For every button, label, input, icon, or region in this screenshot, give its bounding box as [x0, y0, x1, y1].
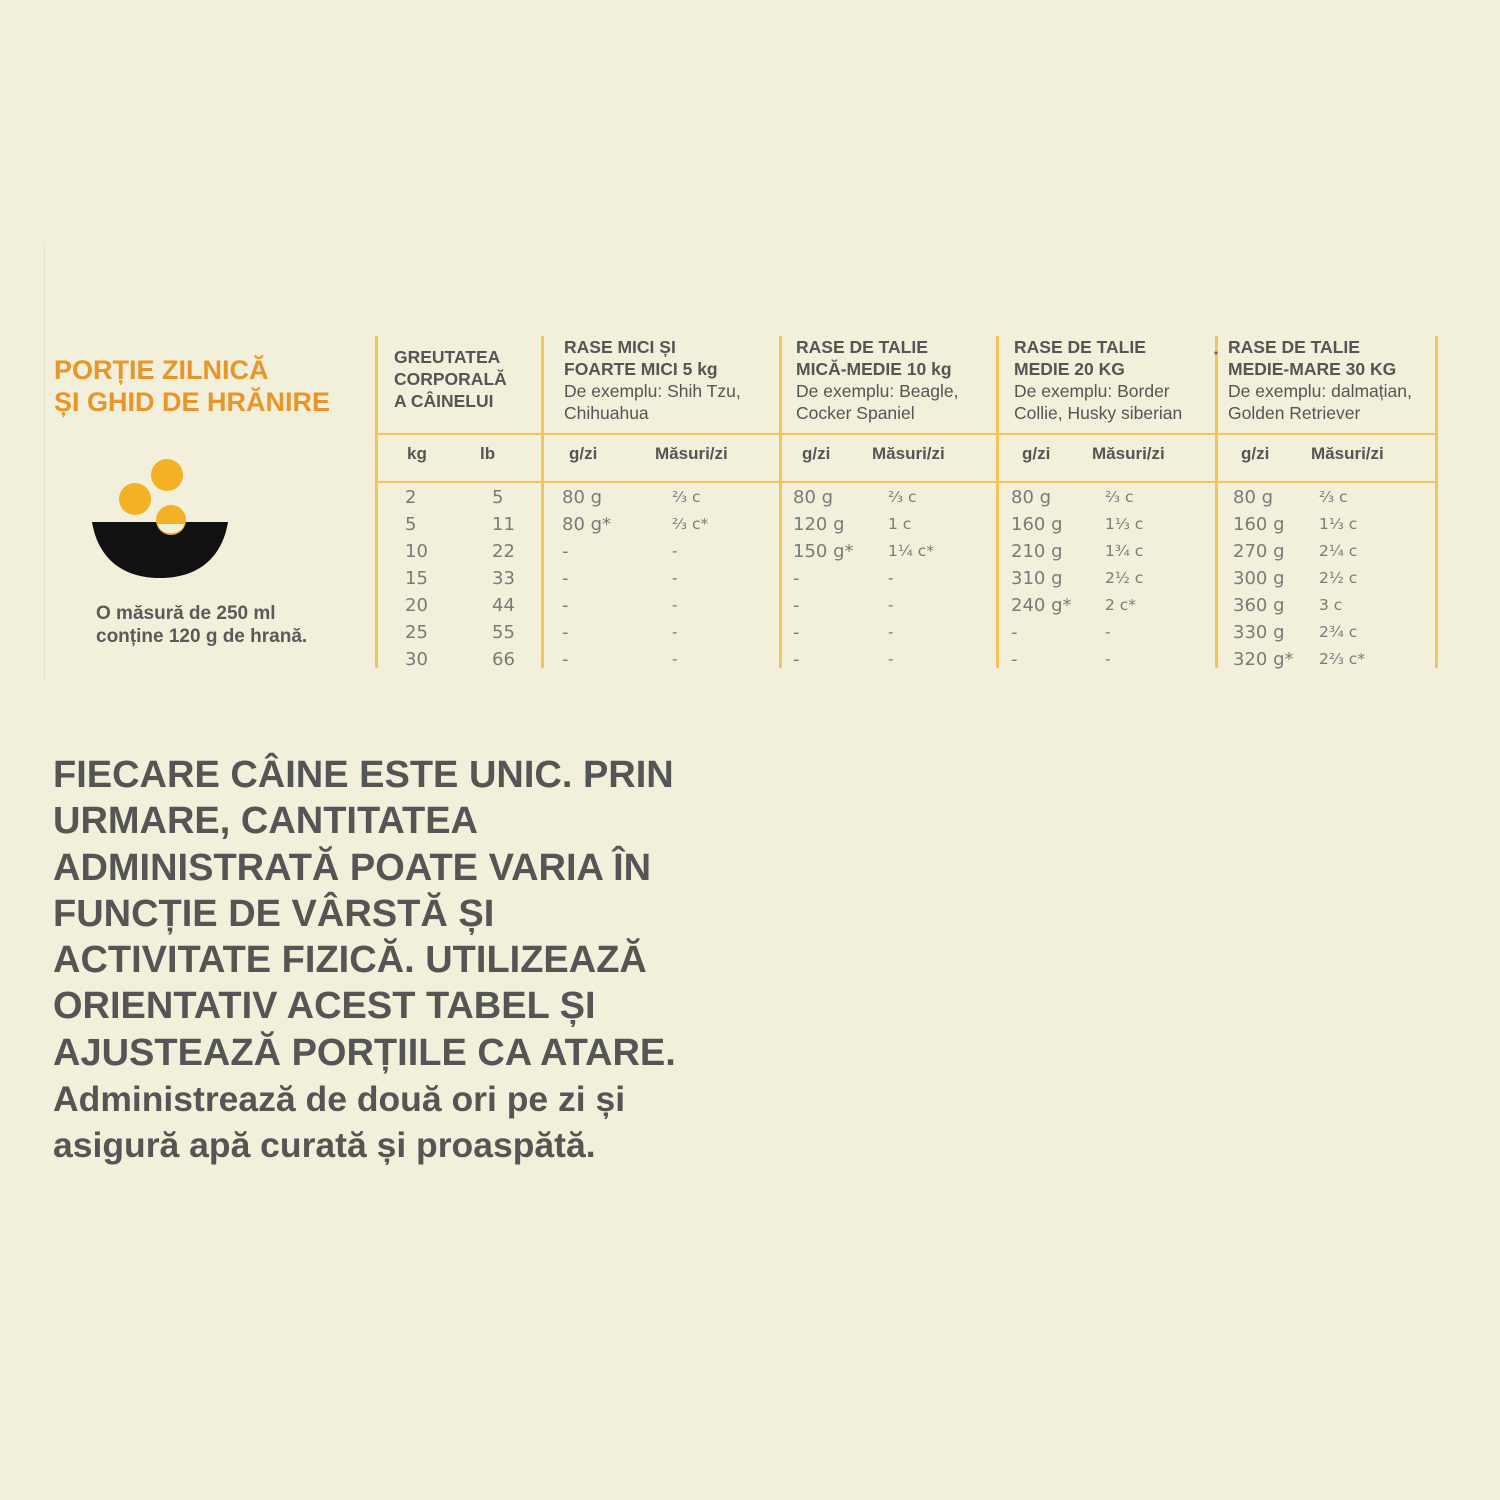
table-cell: 2⅔ c*: [1319, 650, 1366, 668]
table-cell: 80 g: [1233, 487, 1274, 508]
table-cell: -: [562, 595, 569, 616]
table-cell: 80 g: [1011, 487, 1052, 508]
table-cell: ⅔ c: [1319, 488, 1348, 506]
advice-line: FIECARE CÂINE ESTE UNIC. PRIN: [53, 754, 674, 796]
measures-per-day-header: Măsuri/zi: [1092, 444, 1165, 463]
table-cell: 2½ c: [1319, 569, 1358, 587]
table-cell: -: [562, 568, 569, 589]
group-header-medium-large: RASE DE TALIE MEDIE-MARE 30 KG De exemplu: dalmațian, Golden Retriever: [1228, 337, 1412, 423]
table-cell: -: [672, 623, 678, 641]
table-cell: -: [793, 649, 800, 670]
table-cell: 1⅓ c: [1105, 515, 1144, 533]
table-cell: 22: [492, 541, 515, 562]
food-bowl-icon: [90, 458, 230, 582]
table-cell: 80 g: [793, 487, 834, 508]
table-cell: -: [672, 542, 678, 560]
weight-header: GREUTATEA CORPORALĂ A CÂINELUI: [394, 347, 507, 411]
g-column: [562, 484, 611, 673]
table-cell: ⅔ c*: [672, 515, 709, 533]
title-line: ȘI GHID DE HRĂNIRE: [54, 387, 331, 417]
group-header-small-medium: RASE DE TALIE MICĂ-MEDIE 10 kg De exemplu: Beagle, Cocker Spaniel: [796, 337, 959, 423]
advice-line: FUNCȚIE DE VÂRSTĂ ȘI: [53, 892, 495, 935]
table-divider: [1215, 336, 1218, 668]
table-cell: -: [1105, 623, 1111, 641]
advice-line: ADMINISTRATĂ POATE VARIA ÎN: [53, 846, 652, 889]
table-cell: -: [888, 623, 894, 641]
table-cell: 80 g*: [562, 514, 612, 535]
table-divider: [996, 336, 999, 668]
advice-line: ORIENTATIV ACEST TABEL ȘI: [53, 985, 596, 1028]
table-cell: 2 c*: [1105, 596, 1137, 614]
table-cell: 270 g: [1233, 541, 1285, 562]
table-cell: -: [888, 650, 894, 668]
table-divider: [541, 336, 544, 668]
table-cell: -: [1105, 650, 1111, 668]
table-divider: [1435, 336, 1438, 668]
table-cell: 11: [492, 514, 515, 535]
g-per-day-header: g/zi: [1022, 444, 1051, 463]
g-column: [1011, 484, 1072, 673]
table-cell: 300 g: [1233, 568, 1285, 589]
feeding-advice: [53, 752, 793, 1169]
group-header-small: RASE MICI ȘI FOARTE MICI 5 kg De exemplu: Shih Tzu, Chihuahua: [564, 337, 741, 423]
table-cell: 310 g: [1011, 568, 1063, 589]
column-marker: *: [1214, 350, 1218, 361]
table-cell: 3 c: [1319, 596, 1343, 614]
kg-column: [405, 484, 428, 673]
measure-note-line: conține 120 g de hrană.: [96, 626, 308, 647]
table-cell: 160 g: [1011, 514, 1063, 535]
advice-line: AJUSTEAZĂ PORȚIILE CA ATARE.: [53, 1031, 676, 1074]
table-cell: -: [672, 596, 678, 614]
measures-column: [672, 484, 708, 673]
table-cell: 25: [405, 622, 428, 643]
table-cell: 150 g*: [793, 541, 854, 562]
measures-per-day-header: Măsuri/zi: [655, 444, 728, 463]
table-cell: -: [562, 541, 569, 562]
table-cell: 360 g: [1233, 595, 1285, 616]
table-cell: 66: [492, 649, 515, 670]
table-cell: 2½ c: [1105, 569, 1144, 587]
table-cell: 120 g: [793, 514, 845, 535]
g-per-day-header: g/zi: [569, 444, 598, 463]
lb-column: [492, 484, 515, 673]
measures-column: [1105, 484, 1143, 673]
group-header-medium: RASE DE TALIE MEDIE 20 KG De exemplu: Border Collie, Husky siberian: [1014, 337, 1183, 423]
table-cell: 210 g: [1011, 541, 1063, 562]
table-cell: -: [1011, 622, 1018, 643]
advice-line: URMARE, CANTITATEA: [53, 800, 478, 843]
table-cell: 5: [492, 487, 504, 508]
table-cell: 2¼ c: [1319, 542, 1358, 560]
title-line: PORȚIE ZILNICĂ: [54, 355, 269, 385]
table-cell: -: [562, 622, 569, 643]
g-per-day-header: g/zi: [1241, 444, 1270, 463]
table-cell: -: [793, 568, 800, 589]
table-cell: -: [672, 650, 678, 668]
table-cell: 1¼ c*: [888, 542, 935, 560]
advice-line: ACTIVITATE FIZICĂ. UTILIZEAZĂ: [53, 939, 647, 982]
table-cell: 320 g*: [1233, 649, 1294, 670]
lb-header: lb: [480, 444, 496, 463]
table-cell: 80 g: [562, 487, 603, 508]
table-cell: -: [672, 569, 678, 587]
table-cell: 2: [405, 487, 417, 508]
table-cell: -: [1011, 649, 1018, 670]
table-cell: 160 g: [1233, 514, 1285, 535]
table-cell: 1 c: [888, 515, 912, 533]
panel-edge: [44, 242, 45, 682]
table-cell: -: [888, 596, 894, 614]
table-cell: 240 g*: [1011, 595, 1072, 616]
table-cell: -: [562, 649, 569, 670]
table-cell: -: [793, 622, 800, 643]
measures-per-day-header: Măsuri/zi: [872, 444, 945, 463]
advice-line: Administrează de două ori pe zi și: [53, 1079, 626, 1120]
table-cell: 10: [405, 541, 428, 562]
table-cell: ⅔ c: [888, 488, 917, 506]
table-cell: 20: [405, 595, 428, 616]
table-cell: ⅔ c: [1105, 488, 1134, 506]
g-column: [793, 484, 854, 673]
table-cell: 330 g: [1233, 622, 1285, 643]
g-column: [1233, 484, 1294, 673]
measures-column: [888, 484, 934, 673]
table-cell: 44: [492, 595, 515, 616]
advice-line: asigură apă curată și proaspătă.: [53, 1125, 596, 1166]
table-cell: 1⅓ c: [1319, 515, 1358, 533]
measure-note-line: O măsură de 250 ml: [96, 603, 276, 624]
feeding-guide-title: [54, 354, 330, 418]
measures-per-day-header: Măsuri/zi: [1311, 444, 1384, 463]
table-divider: [375, 336, 378, 668]
table-cell: -: [888, 569, 894, 587]
table-cell: 1¾ c: [1105, 542, 1144, 560]
table-divider: [779, 336, 782, 668]
table-cell: ⅔ c: [672, 488, 701, 506]
g-per-day-header: g/zi: [802, 444, 831, 463]
table-cell: 55: [492, 622, 515, 643]
kg-header: kg: [407, 444, 427, 463]
table-cell: 33: [492, 568, 515, 589]
table-cell: 2¾ c: [1319, 623, 1358, 641]
measure-note: [96, 602, 307, 648]
measures-column: [1319, 484, 1365, 673]
table-cell: 30: [405, 649, 428, 670]
table-cell: -: [793, 595, 800, 616]
table-cell: 5: [405, 514, 417, 535]
table-cell: 15: [405, 568, 428, 589]
subheader-rule: [377, 481, 1435, 483]
header-rule: [377, 433, 1435, 435]
